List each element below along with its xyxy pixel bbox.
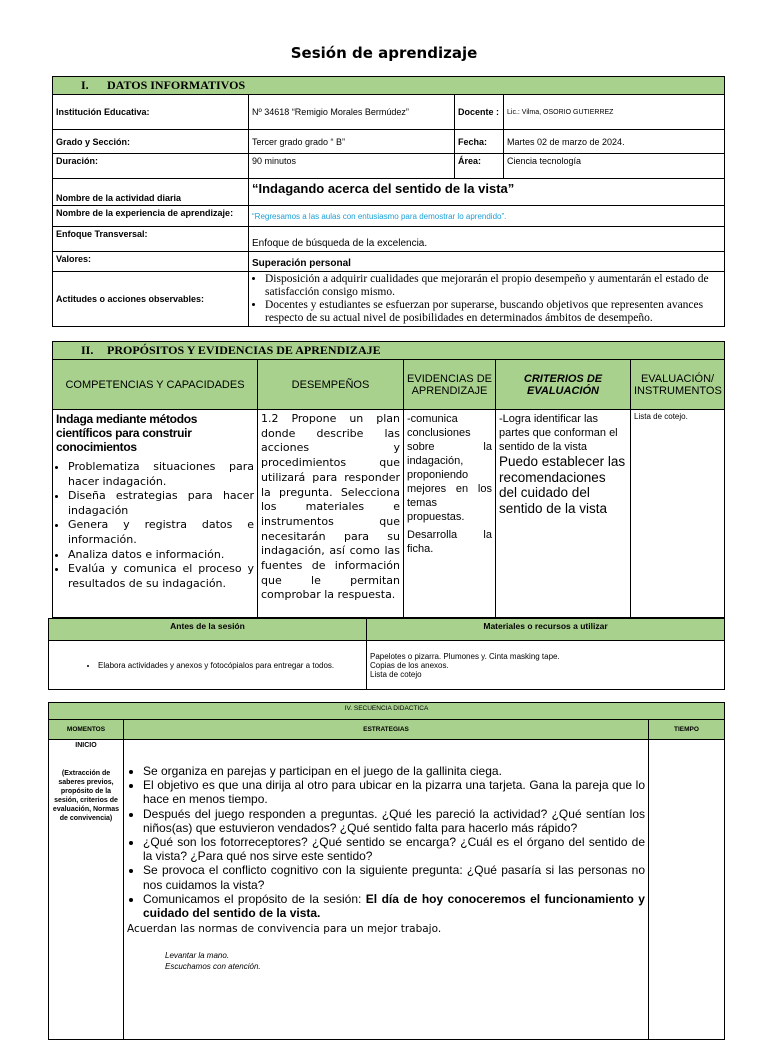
norma-item: Escuchamos con atención. — [165, 962, 261, 972]
materiales-cell — [367, 641, 725, 690]
evidencia-1: -comunica conclusiones sobre la indagación, proponiendo mejores en los temas propuestas. — [407, 413, 492, 523]
duracion-value: 90 minutos — [249, 154, 455, 179]
actitud-item: • Docentes y estudiantes se esfuerzan por superarse, buscando objetivos que representen avances respecto de su actual nivel de posibilidades en determinados ámbitos de desempeño. — [265, 299, 722, 325]
col-momentos: MOMENTOS — [49, 720, 124, 740]
preparacion-table — [48, 618, 725, 690]
estrategia-item: • Después del juego responden a preguntas. ¿Qué les pareció la actividad? ¿Qué sentían los niños(as) que estuvieron vendados? ¿Qué sentido falta para hacerlo más rápido? — [143, 807, 645, 835]
capacidad-item: • Genera y registra datos e información. — [68, 518, 254, 547]
institucion-label: Institución Educativa: — [53, 95, 249, 130]
estrategia-item: • ¿Qué son los fotorreceptores? ¿Qué sentido se encarga? ¿Cuál es el órgano del sentido de la vista? ¿Para qué nos sirve este sentido? — [143, 835, 645, 863]
experiencia-value: “Regresamos a las aulas con entusiasmo para demostrar lo aprendido”. — [249, 206, 725, 227]
material-line: Papelotes o pizarra. Plumones y. Cinta masking tape. — [370, 651, 560, 661]
section-2-title: PROPÓSITOS Y EVIDENCIAS DE APRENDIZAJE — [107, 343, 381, 357]
propositos-table — [52, 341, 725, 618]
col-evaluacion: EVALUACIÓN/ INSTRUMENTOS — [631, 360, 725, 410]
estrategia-item: • Se organiza en parejas y participan en el juego de la gallinita ciega. — [143, 764, 645, 778]
tiempo-cell — [649, 740, 725, 1040]
docente-value: Lic.: Vilma, OSORIO GUTIERREZ — [504, 95, 725, 130]
momento-name: INICIO — [75, 742, 97, 749]
norma-item: Levantar la mano. — [165, 951, 230, 961]
section-1-header — [53, 77, 725, 95]
actividad-value: “Indagando acerca del sentido de la vista” — [249, 179, 725, 206]
grado-label: Grado y Sección: — [53, 130, 249, 154]
col-evidencias: EVIDENCIAS DE APRENDIZAJE — [404, 360, 496, 410]
instrumento-text: Lista de cotejo. — [634, 412, 688, 421]
momento-desc: (Extracción de saberes previos, propósito de la sesión, criterios de evaluación, Normas de convivencia) — [52, 770, 120, 822]
section-1-title: DATOS INFORMATIVOS — [107, 78, 246, 92]
actitud-item: • Disposición a adquirir cualidades que mejorarán el propio desempeño y aumentarán el estado de satisfacción consigo mismo. — [265, 273, 722, 299]
capacidad-item: • Analiza datos e información. — [68, 548, 254, 563]
section-2-number: II. — [81, 343, 94, 357]
grado-value: Tercer grado grado “ B” — [249, 130, 455, 154]
estrategia-item-proposito — [143, 892, 645, 920]
estrategia-item: • El objetivo es que una dirija al otro para ubicar en la pizarra una tarjeta. Gana la pareja que lo hace en menos tiempo. — [143, 778, 645, 806]
criterio-1: -Logra identificar las partes que conforman el sentido de la vista — [499, 413, 618, 453]
section-2-header — [53, 342, 725, 360]
section-1-number: I. — [81, 78, 89, 92]
col-tiempo: TIEMPO — [649, 720, 725, 740]
instrumento-cell — [631, 410, 725, 618]
enfoque-value: Enfoque de búsqueda de la excelencia. — [249, 227, 725, 252]
criterios-cell — [496, 410, 631, 618]
evidencia-2: Desarrolla la ficha. — [407, 529, 492, 555]
experiencia-label: Nombre de la experiencia de aprendizaje: — [53, 206, 249, 227]
antes-cell — [49, 641, 367, 690]
normas-intro: Acuerdan las normas de convivencia para un mejor trabajo. — [127, 923, 442, 936]
criterio-2: Puedo establecer las recomendaciones del cuidado del sentido de la vista — [499, 454, 626, 516]
datos-informativos-table — [52, 76, 725, 327]
capacidad-item: • Problematiza situaciones para hacer indagación. — [68, 460, 254, 489]
col-criterios: CRITERIOS DE EVALUACIÓN — [496, 360, 631, 410]
capacidad-item: • Diseña estrategias para hacer indagación — [68, 489, 254, 518]
proposito-intro: Comunicamos el propósito de la sesión: — [143, 891, 366, 906]
evidencias-cell — [404, 410, 496, 618]
fecha-label: Fecha: — [455, 130, 504, 154]
actividad-label: Nombre de la actividad diaria — [53, 179, 249, 206]
area-label: Área: — [455, 154, 504, 179]
valores-value: Superación personal — [249, 252, 725, 272]
estrategia-item: • Se provoca el conflicto cognitivo con la siguiente pregunta: ¿Qué pasaría si las personas no nos cuidamos la vista? — [143, 863, 645, 891]
col-competencias: COMPETENCIAS Y CAPACIDADES — [53, 360, 258, 410]
materiales-header: Materiales o recursos a utilizar — [367, 619, 725, 641]
desempeno-text: 1.2 Propone un plan donde describe las acciones y procedimientos que utilizará para responder la pregunta. Selecciona los materiales e instrumentos que necesitarán para su indagación, así como las fuentes de información que le permitan comprobar la respuesta. — [261, 412, 400, 602]
competencias-cell — [53, 410, 258, 618]
enfoque-label: Enfoque Transversal: — [53, 227, 249, 252]
secuencia-table — [48, 702, 725, 1040]
col-desempenos: DESEMPEÑOS — [258, 360, 404, 410]
competencia-title: Indaga mediante métodos científicos para construir conocimientos — [56, 412, 198, 454]
actitudes-label: Actitudes o acciones observables: — [53, 272, 249, 327]
antes-header: Antes de la sesión — [49, 619, 367, 641]
momento-cell — [49, 740, 124, 1040]
estrategias-cell — [124, 740, 649, 1040]
antes-item: • Elabora actividades y anexos y fotocópialos para entregar a todos. — [98, 661, 363, 670]
valores-label: Valores: — [53, 252, 249, 272]
duracion-label: Duración: — [53, 154, 249, 179]
proposito-text: El día de hoy conoceremos el funcionamiento y cuidado del sentido de la vista. — [143, 891, 645, 921]
desempeno-cell — [258, 410, 404, 618]
docente-label: Docente : — [455, 95, 504, 130]
section-4-title: IV. SECUENCIA DIDACTICA — [49, 703, 725, 720]
area-value: Ciencia tecnología — [504, 154, 725, 179]
col-estrategias: ESTRATEGIAS — [124, 720, 649, 740]
institucion-value: Nº 34618 “Remigio Morales Bermúdez” — [249, 95, 455, 130]
page-title: Sesión de aprendizaje — [290, 44, 478, 62]
capacidad-item: • Evalúa y comunica el proceso y resultados de su indagación. — [68, 562, 254, 591]
fecha-value: Martes 02 de marzo de 2024. — [504, 130, 725, 154]
actitudes-cell — [249, 272, 725, 327]
material-line: Lista de cotejo — [370, 669, 422, 679]
material-line: Copias de los anexos. — [370, 660, 449, 670]
